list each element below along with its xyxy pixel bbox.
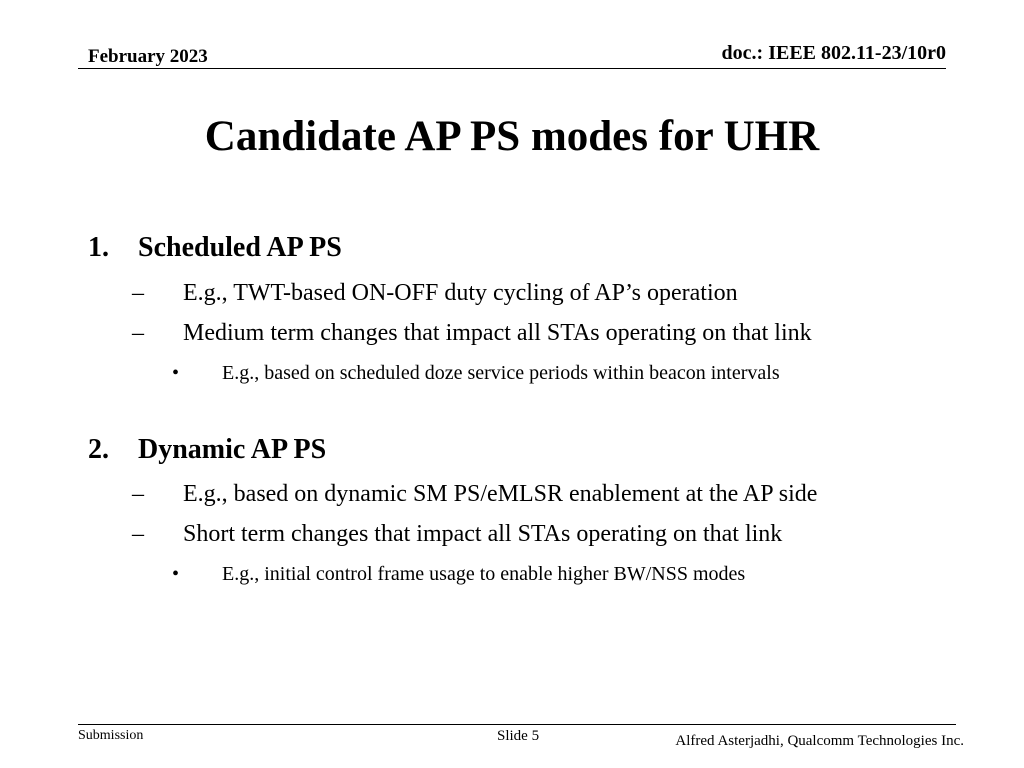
section-2-heading: Dynamic AP PS: [138, 434, 327, 465]
section-1-item-2: Medium term changes that impact all STAs operating on that link: [183, 320, 812, 346]
header-date: February 2023: [88, 46, 208, 67]
footer-rule: [78, 724, 956, 725]
slide-title: Candidate AP PS modes for UHR: [204, 113, 820, 160]
section-1-number: 1.: [88, 232, 109, 263]
section-2-number: 2.: [88, 434, 109, 465]
section-1-subitem: E.g., based on scheduled doze service periods within beacon intervals: [222, 362, 780, 384]
section-2-item-2-marker: –: [132, 521, 144, 547]
section-1-heading: Scheduled AP PS: [138, 232, 342, 263]
section-2-subitem: E.g., initial control frame usage to enable higher BW/NSS modes: [222, 563, 746, 585]
section-1-item-1: E.g., TWT-based ON-OFF duty cycling of AP’s operation: [183, 280, 738, 306]
section-2-item-2: Short term changes that impact all STAs operating on that link: [183, 521, 783, 547]
section-2-item-1-marker: –: [132, 481, 144, 507]
footer-author: Alfred Asterjadhi, Qualcomm Technologies Inc.: [675, 733, 964, 749]
section-1-item-1-marker: –: [132, 280, 144, 306]
header-doc-id: doc.: IEEE 802.11-23/10r0: [721, 42, 946, 64]
section-2-subitem-marker: •: [172, 563, 180, 585]
footer-slide-number: Slide 5: [497, 728, 540, 744]
section-1-item-2-marker: –: [132, 320, 144, 346]
section-1-subitem-marker: •: [172, 362, 180, 384]
section-2-item-1: E.g., based on dynamic SM PS/eMLSR enablement at the AP side: [183, 481, 818, 507]
footer-submission: Submission: [78, 728, 144, 743]
